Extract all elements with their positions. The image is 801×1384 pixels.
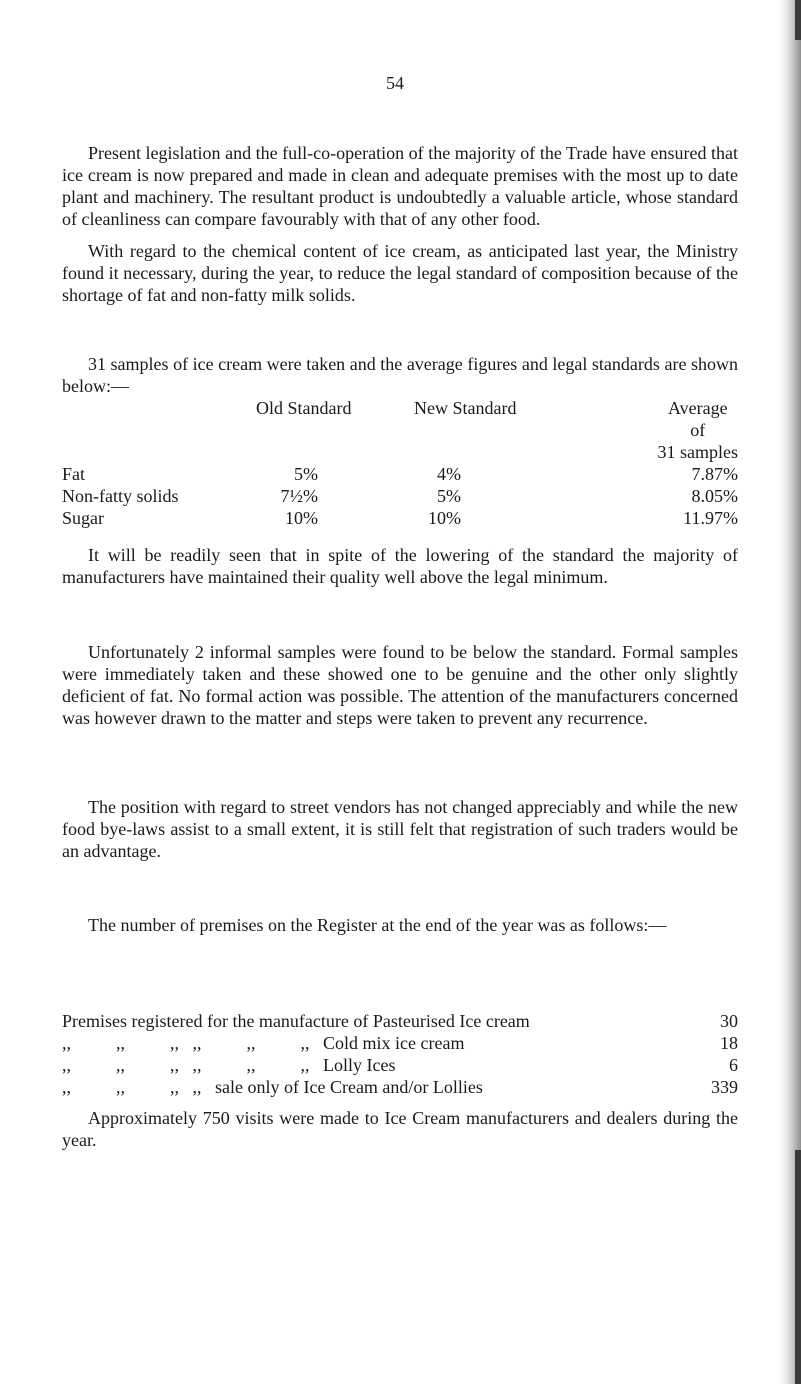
old-standard-value: 7½% [280, 486, 318, 506]
premises-count: 6 [729, 1055, 738, 1075]
list-item [62, 1054, 738, 1076]
paragraph-chemical-content: With regard to the chemical content of ice cream, as anticipated last year, the Ministry found it necessary, during the year, to reduce the legal standard of composition because of the shortage of fat and non-fatty milk solids. [62, 241, 738, 305]
average-value: 7.87% [691, 464, 738, 484]
paragraph-samples-intro: 31 samples of ice cream were taken and the average figures and legal standards are shown below:— [62, 354, 738, 396]
paragraph-premises-intro: The number of premises on the Register at the end of the year was as follows:— [88, 915, 667, 935]
row-label: Non-fatty solids [62, 486, 179, 506]
header-old-standard: Old Standard [256, 398, 352, 418]
premises-count: 30 [720, 1011, 738, 1031]
premises-label: ,, ,, ,, ,, ,, ,, Cold mix ice cream [62, 1033, 465, 1053]
old-standard-value: 10% [285, 508, 318, 528]
page-edge-shadow [779, 0, 801, 1384]
new-standard-value: 4% [437, 464, 461, 484]
table-row [62, 463, 738, 485]
header-new-standard: New Standard [414, 398, 517, 418]
row-label: Sugar [62, 508, 104, 528]
average-value: 8.05% [691, 486, 738, 506]
old-standard-value: 5% [294, 464, 318, 484]
premises-count: 339 [711, 1077, 738, 1097]
premises-count: 18 [720, 1033, 738, 1053]
premises-label: Premises registered for the manufacture of Pasteurised Ice cream [62, 1011, 530, 1031]
list-item [62, 1076, 738, 1098]
row-label: Fat [62, 464, 86, 484]
header-average: Average of 31 samples [657, 398, 738, 462]
page-number: 54 [386, 73, 404, 93]
list-item [62, 1032, 738, 1054]
new-standard-value: 10% [428, 508, 461, 528]
table-row [62, 485, 738, 507]
paragraph-informal-samples: Unfortunately 2 informal samples were found to be below the standard. Formal samples were immediately taken and these showed one to be genuine and the other only slightly deficient of fat. No formal action was possible. The attention of the manufacturers concerned was however drawn to the matter and steps were taken to prevent any recurrence. [62, 642, 738, 728]
paragraph-legislation: Present legislation and the full-co-operation of the majority of the Trade have ensured that ice cream is now prepared and made in clean and adequate premises with the most up to date plant and machinery. The resultant product is undoubtedly a valuable article, whose standard of cleanliness can compare favourably with that of any other food. [62, 143, 738, 229]
list-item [62, 1010, 738, 1032]
paragraph-street-vendors: The position with regard to street vendors has not changed appreciably and while the new food bye-laws assist to a small extent, it is still felt that registration of such traders would be an advantage. [62, 797, 738, 861]
paragraph-standard-maintained: It will be readily seen that in spite of the lowering of the standard the majority of manufacturers have maintained their quality well above the legal minimum. [62, 545, 738, 587]
paragraph-visits: Approximately 750 visits were made to Ice Cream manufacturers and dealers during the year. [62, 1108, 738, 1150]
average-value: 11.97% [683, 508, 738, 528]
premises-label: ,, ,, ,, ,, ,, ,, Lolly Ices [62, 1055, 396, 1075]
premises-label: ,, ,, ,, ,, sale only of Ice Cream and/or Lollies [62, 1077, 483, 1097]
table-row [62, 507, 738, 529]
new-standard-value: 5% [437, 486, 461, 506]
